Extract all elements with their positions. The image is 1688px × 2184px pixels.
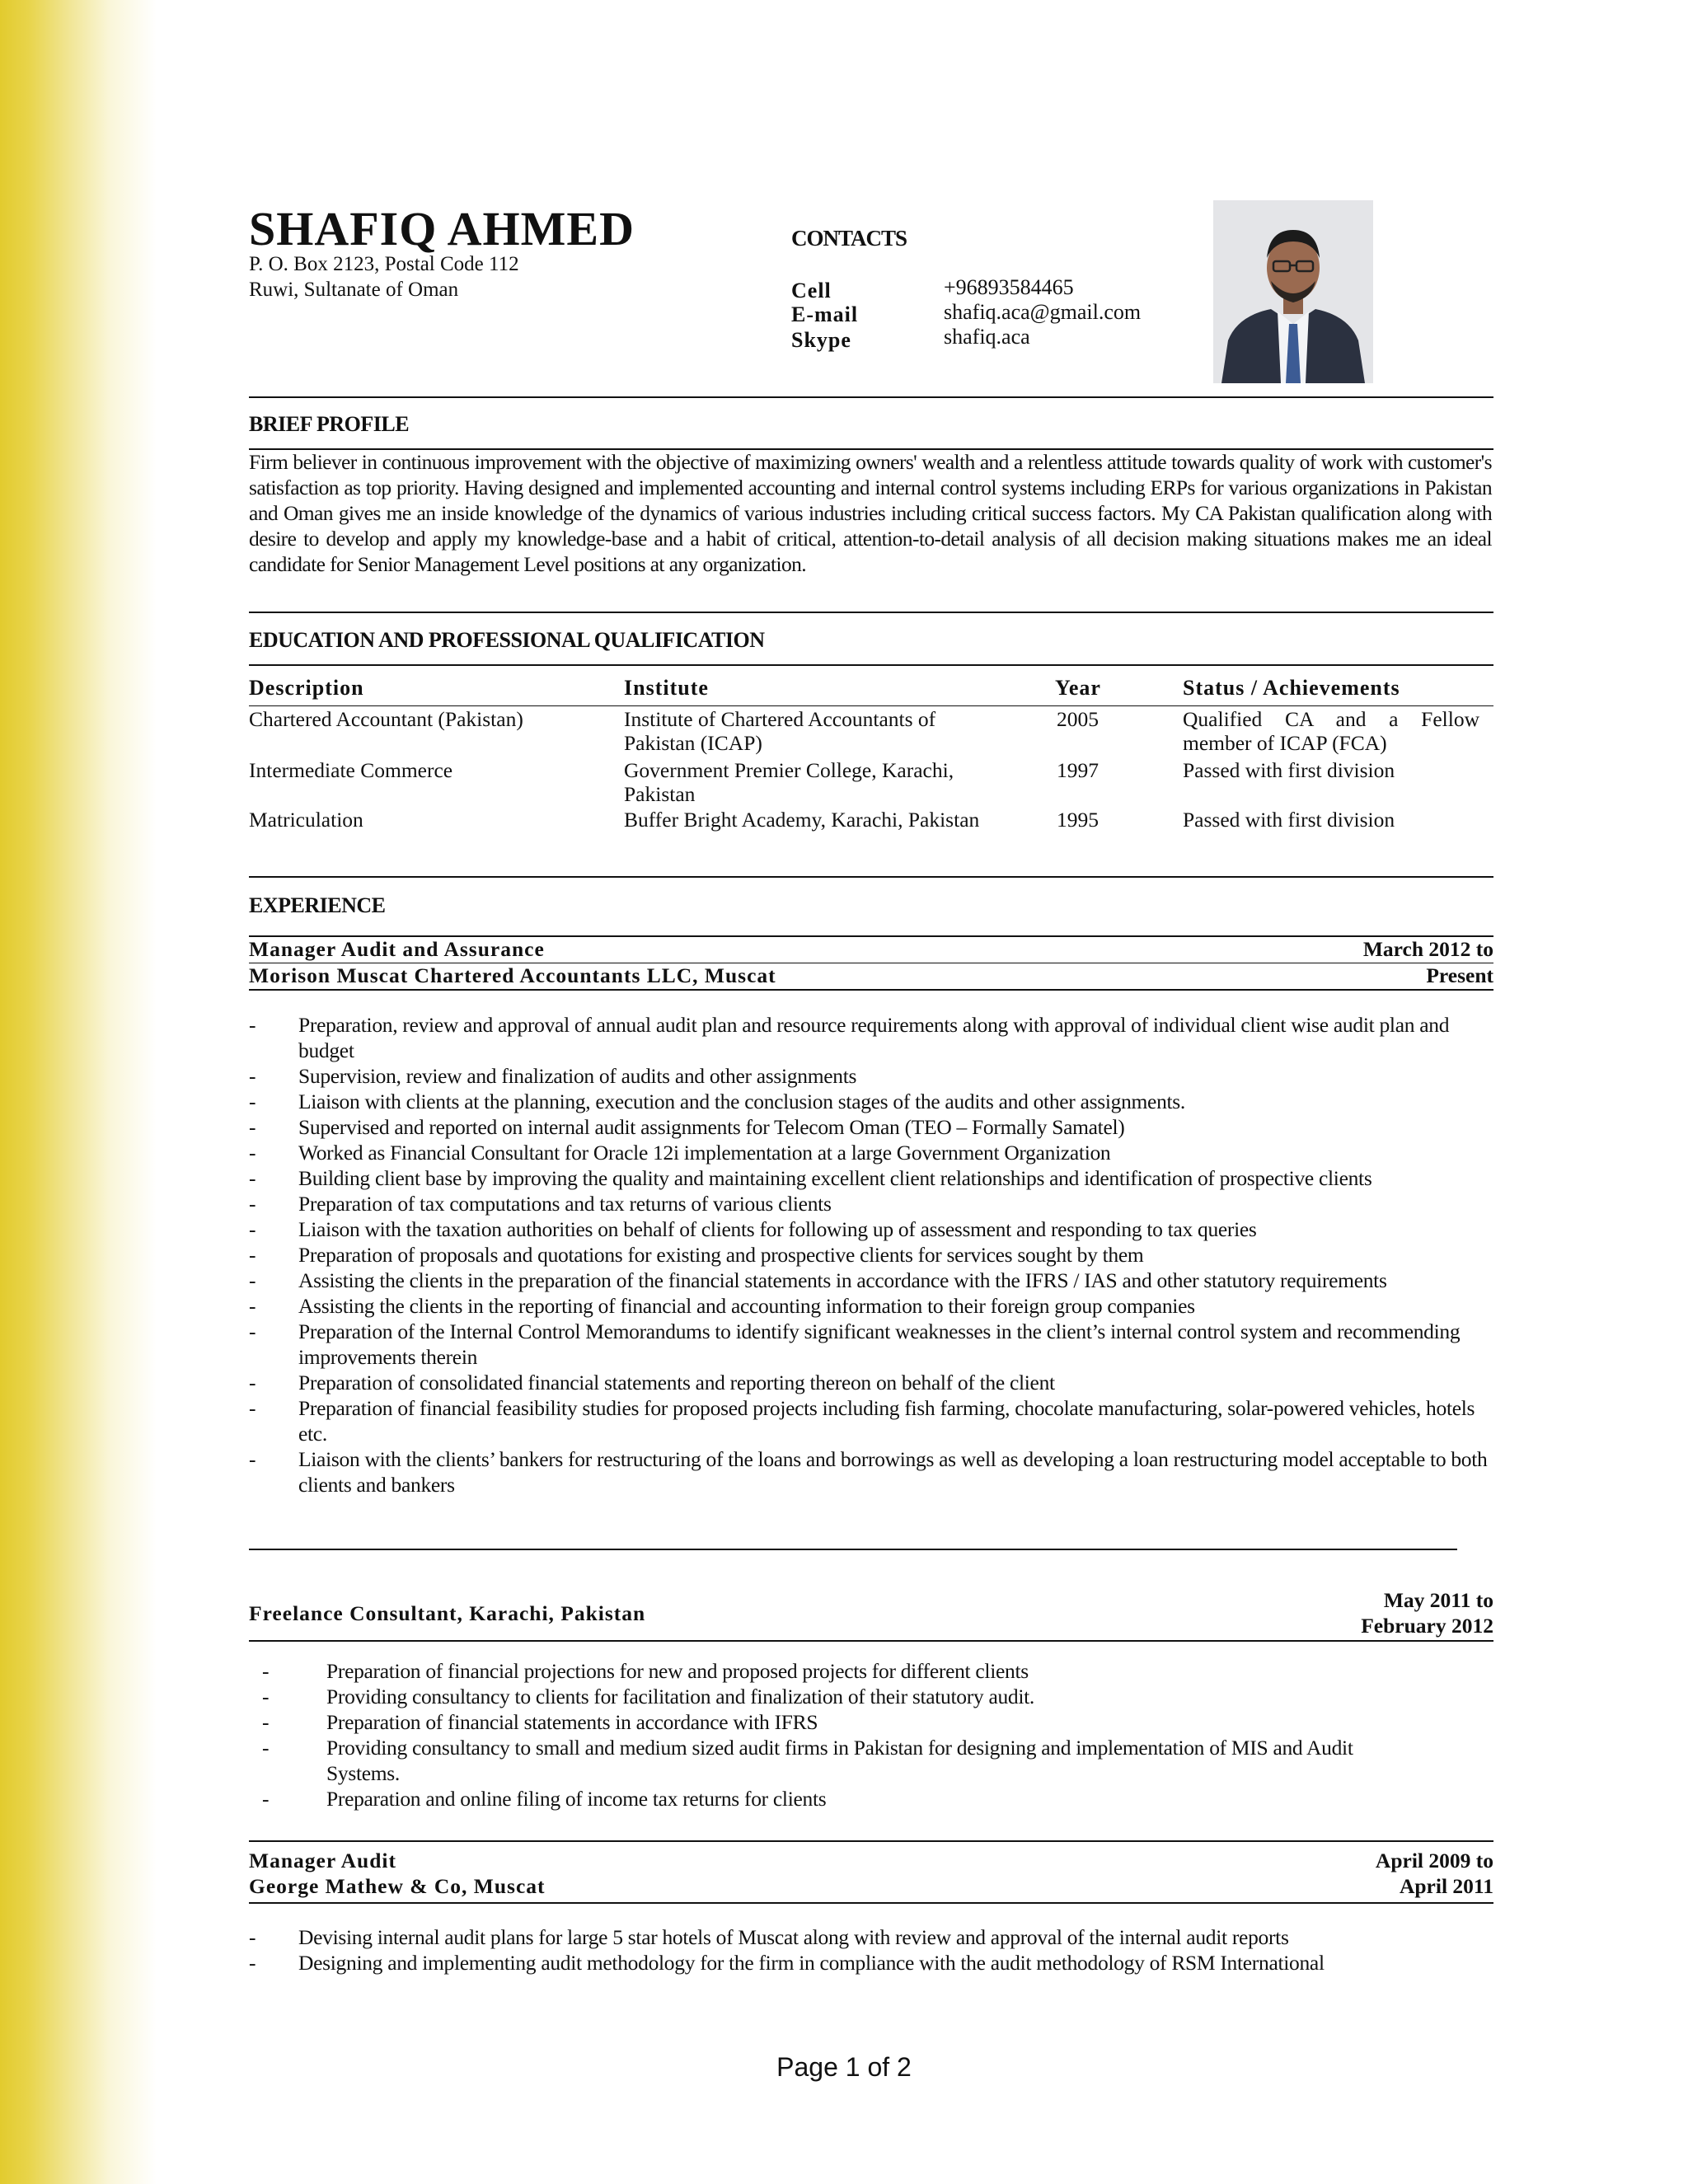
list-item: - Preparation of proposals and quotations for existing and prospective clients for services sought by them [249, 1243, 1144, 1267]
job-3-bullets [249, 1924, 1493, 1975]
address-line-1: P. O. Box 2123, Postal Code 112 [249, 253, 519, 275]
page-number: Page 1 of 2 [776, 2052, 912, 2082]
person-photo-icon [1213, 200, 1373, 383]
job-end-divider [249, 1549, 1457, 1550]
education-row-1-year: 2005 [1057, 707, 1099, 731]
job-divider [249, 1840, 1493, 1842]
list-item: - Preparation of the Internal Control Memorandums to identify significant weaknesses in the client’s internal control system and recommending improvements therein [249, 1319, 1461, 1369]
education-row-3-description: Matriculation [249, 808, 363, 832]
list-item: - Worked as Financial Consultant for Oracle 12i implementation at a large Government Organization [249, 1141, 1111, 1165]
contact-value-cell[interactable]: +96893584465 [944, 275, 1074, 299]
education-header-year: Year [1055, 676, 1101, 700]
job-3-date-end: April 2011 [1399, 1874, 1493, 1898]
job-3-title: Manager Audit [249, 1849, 396, 1872]
education-row-2-status: Passed with first division [1183, 758, 1395, 782]
list-item: - Providing consultancy to small and medium sized audit firms in Pakistan for designing and implementation of MIS and Audit Systems. [262, 1736, 1353, 1785]
list-item: - Preparation of tax computations and tax returns of various clients [249, 1192, 832, 1216]
list-item: - Preparation of financial statements in accordance with IFRS [262, 1710, 818, 1734]
job-2-bullets [262, 1658, 1493, 1811]
list-item: - Devising internal audit plans for large 5 star hotels of Muscat along with review and approval of the internal audit reports [249, 1925, 1289, 1949]
job-3-date-start: April 2009 to [1375, 1849, 1493, 1872]
job-1-title: Manager Audit and Assurance [249, 937, 545, 961]
profile-photo [1213, 200, 1373, 383]
list-item: - Supervision, review and finalization of audits and other assignments [249, 1064, 857, 1088]
section-divider [249, 396, 1493, 398]
list-item: - Preparation of consolidated financial statements and reporting thereon on behalf of the client [249, 1371, 1055, 1394]
education-row-3-institute: Buffer Bright Academy, Karachi, Pakistan [624, 808, 980, 832]
education-row-1-institute: Institute of Chartered Accountants of Pakistan (ICAP) [624, 707, 936, 755]
education-row-1-description: Chartered Accountant (Pakistan) [249, 707, 523, 731]
list-item: - Liaison with clients at the planning, execution and the conclusion stages of the audits and other assignments. [249, 1090, 1186, 1113]
contact-value-skype[interactable]: shafiq.aca [944, 325, 1030, 349]
education-header-institute: Institute [624, 676, 709, 700]
education-title: EDUCATION AND PROFESSIONAL QUALIFICATION [249, 628, 765, 652]
brief-profile-text: Firm believer in continuous improvement with the objective of maximizing owners' wealth and a relentless attitude towards quality of work with customer's satisfaction as top priority. Having designed and implemented accounting and internal control systems including ERPs for various organizations in Pakistan and Oman gives me an inside knowledge of the dynamics of various industries including critical success factors. My CA Pakistan qualification along with desire to develop and apply my knowledge-base and a habit of critical, attention-to-detail analysis of all decision making situations makes me an ideal candidate for Senior Management Level positions at any organization. [249, 450, 1492, 576]
education-row-2-institute: Government Premier College, Karachi, Pakistan [624, 758, 954, 806]
list-item: - Preparation of financial feasibility studies for proposed projects including fish farming, chocolate manufacturing, solar-powered vehicles, hotels etc. [249, 1396, 1475, 1446]
list-item: - Preparation and online filing of income tax returns for clients [262, 1787, 827, 1811]
job-2-date-start: May 2011 to [1383, 1588, 1493, 1612]
job-1-company: Morison Muscat Chartered Accountants LLC, Muscat [249, 963, 776, 987]
list-item: - Liaison with the taxation authorities on behalf of clients for following up of assessment and responding to tax queries [249, 1217, 1257, 1241]
contact-label-email: E-mail [791, 302, 859, 326]
list-item: - Designing and implementing audit methodology for the firm in compliance with the audit methodology of RSM International [249, 1951, 1325, 1975]
education-header-status: Status / Achievements [1183, 676, 1400, 700]
education-row-2-description: Intermediate Commerce [249, 758, 453, 782]
contact-label-skype: Skype [791, 328, 851, 352]
job-2-date-end: February 2012 [1361, 1614, 1493, 1638]
job-1-date-end: Present [1426, 963, 1493, 987]
contacts-title: CONTACTS [791, 226, 907, 251]
brief-profile-title: BRIEF PROFILE [249, 412, 410, 436]
candidate-name: SHAFIQ AHMED [249, 202, 635, 255]
section-divider [249, 612, 1493, 613]
education-row-2-year: 1997 [1057, 758, 1099, 782]
contact-label-cell: Cell [791, 279, 832, 302]
list-item: - Preparation, review and approval of annual audit plan and resource requirements along with approval of individual client wise audit plan and budget [249, 1013, 1450, 1062]
list-item: - Supervised and reported on internal audit assignments for Telecom Oman (TEO – Formally Samatel) [249, 1115, 1125, 1139]
experience-title: EXPERIENCE [249, 893, 386, 917]
section-divider [249, 876, 1493, 878]
job-divider [249, 989, 1493, 991]
list-item: - Assisting the clients in the preparation of the financial statements in accordance with the IFRS / IAS and other statutory requirements [249, 1268, 1387, 1292]
job-divider [249, 1902, 1493, 1904]
list-item: - Liaison with the clients’ bankers for restructuring of the loans and borrowings as well as developing a loan restructuring model acceptable to both clients and bankers [249, 1447, 1488, 1497]
job-2-title: Freelance Consultant, Karachi, Pakistan [249, 1601, 646, 1625]
list-item: - Preparation of financial projections for new and proposed projects for different clients [262, 1659, 1029, 1683]
job-1-date-start: March 2012 to [1362, 937, 1493, 961]
contact-value-email[interactable]: shafiq.aca@gmail.com [944, 300, 1142, 324]
decorative-side-stripe [0, 0, 157, 2184]
section-divider [249, 664, 1493, 666]
list-item: - Assisting the clients in the reporting of financial and accounting information to their foreign group companies [249, 1294, 1195, 1318]
table-header-divider [249, 705, 1493, 706]
education-row-1-status: Qualified CA and a Fellow member of ICAP (FCA) [1183, 707, 1479, 755]
education-header-description: Description [249, 676, 364, 700]
education-row-3-year: 1995 [1057, 808, 1099, 832]
job-divider [249, 1640, 1493, 1642]
list-item: - Building client base by improving the quality and maintaining excellent client relationships and identification of prospective clients [249, 1166, 1372, 1190]
address-line-2: Ruwi, Sultanate of Oman [249, 279, 459, 301]
list-item: - Providing consultancy to clients for facilitation and finalization of their statutory audit. [262, 1685, 1035, 1708]
education-row-3-status: Passed with first division [1183, 808, 1395, 832]
job-3-company: George Mathew & Co, Muscat [249, 1874, 546, 1898]
job-1-bullets [249, 1012, 1493, 1497]
